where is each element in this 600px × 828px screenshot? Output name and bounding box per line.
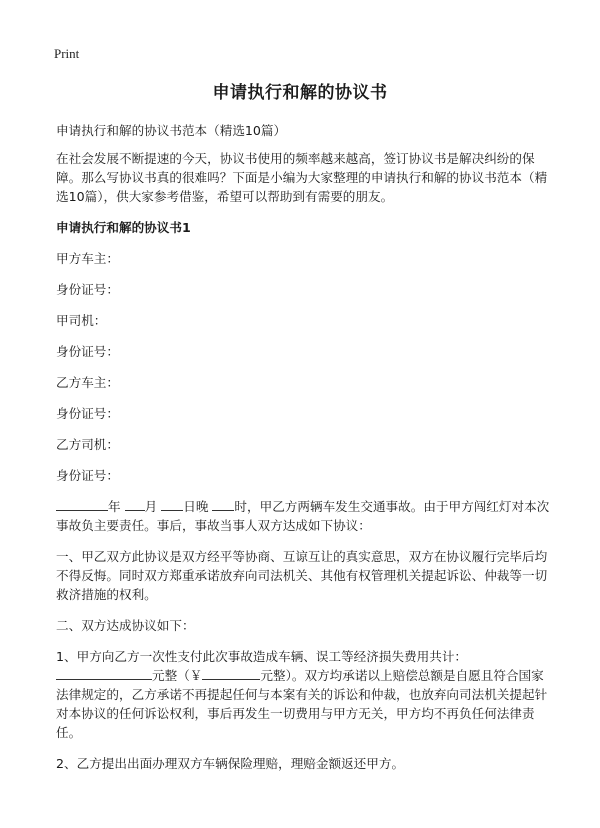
field-party-b-driver: 乙方司机： bbox=[56, 437, 119, 452]
item-1-rest: 元整）。双方均承诺以上赔偿总额是自愿且符合国家法律规定的，乙方承诺不再提起任何与本案有关的诉讼和仲裁，也放弃向司法机关提起针对本协议的任何诉讼权利，事后再发生一切费用与甲方无关，甲方均不再负任何法律责任。 bbox=[56, 668, 548, 740]
field-party-b-owner: 乙方车主： bbox=[56, 375, 119, 390]
month-label: 月 bbox=[144, 499, 158, 514]
field-party-a-driver: 甲司机： bbox=[56, 313, 107, 328]
accident-text: 时，甲乙方两辆车发生交通事故。由于甲方闯红灯对本次事故负主要责任。事后，事故当事人双方达成如下协议： bbox=[56, 499, 550, 533]
field-id-number: 身份证号： bbox=[56, 468, 119, 483]
blank-day bbox=[161, 497, 183, 511]
accident-paragraph bbox=[56, 497, 552, 535]
blank-amount-number bbox=[202, 666, 260, 680]
clause-1: 一、甲乙双方此协议是双方经平等协商、互谅互让的真实意思，双方在协议履行完毕后均不得反悔。同时双方郑重承诺放弃向司法机关、其他有权管理机关提起诉讼、仲裁等一切救济措施的权利。 bbox=[56, 549, 548, 602]
clause-2-heading: 二、双方达成协议如下： bbox=[56, 618, 195, 633]
field-id-number: 身份证号： bbox=[56, 406, 119, 421]
field-id-number: 身份证号： bbox=[56, 344, 119, 359]
document-title: 申请执行和解的协议书 bbox=[212, 83, 388, 103]
blank-hour bbox=[212, 497, 234, 511]
blank-amount-words bbox=[56, 666, 152, 680]
field-id-number: 身份证号： bbox=[56, 282, 119, 297]
section-heading: 申请执行和解的协议书1 bbox=[56, 220, 191, 235]
blank-month bbox=[125, 497, 145, 511]
print-link[interactable]: Print bbox=[54, 46, 80, 61]
year-label: 年 bbox=[108, 499, 121, 514]
item-1-lead: 1、甲方向乙方一次性支付此次事故造成车辆、误工等经济损失费用共计： bbox=[56, 649, 468, 664]
field-party-a-owner: 甲方车主： bbox=[56, 251, 119, 266]
yuan-label: 元整（￥ bbox=[152, 668, 203, 683]
clause-2-item-2: 2、乙方提出出面办理双方车辆保险理赔，理赔金额返还甲方。 bbox=[56, 756, 405, 771]
document-subtitle: 申请执行和解的协议书范本（精选10篇） bbox=[56, 123, 287, 138]
clause-2-item-1 bbox=[56, 647, 552, 742]
intro-paragraph: 在社会发展不断提速的今天，协议书使用的频率越来越高，签订协议书是解决纠纷的保障。那么写协议书真的很难吗？下面是小编为大家整理的申请执行和解的协议书范本（精选10篇），供大家参考借鉴，希望可以帮助到有需要的朋友。 bbox=[56, 151, 548, 204]
day-label: 日晚 bbox=[183, 499, 209, 514]
blank-year bbox=[56, 497, 108, 511]
document-body bbox=[56, 121, 552, 785]
